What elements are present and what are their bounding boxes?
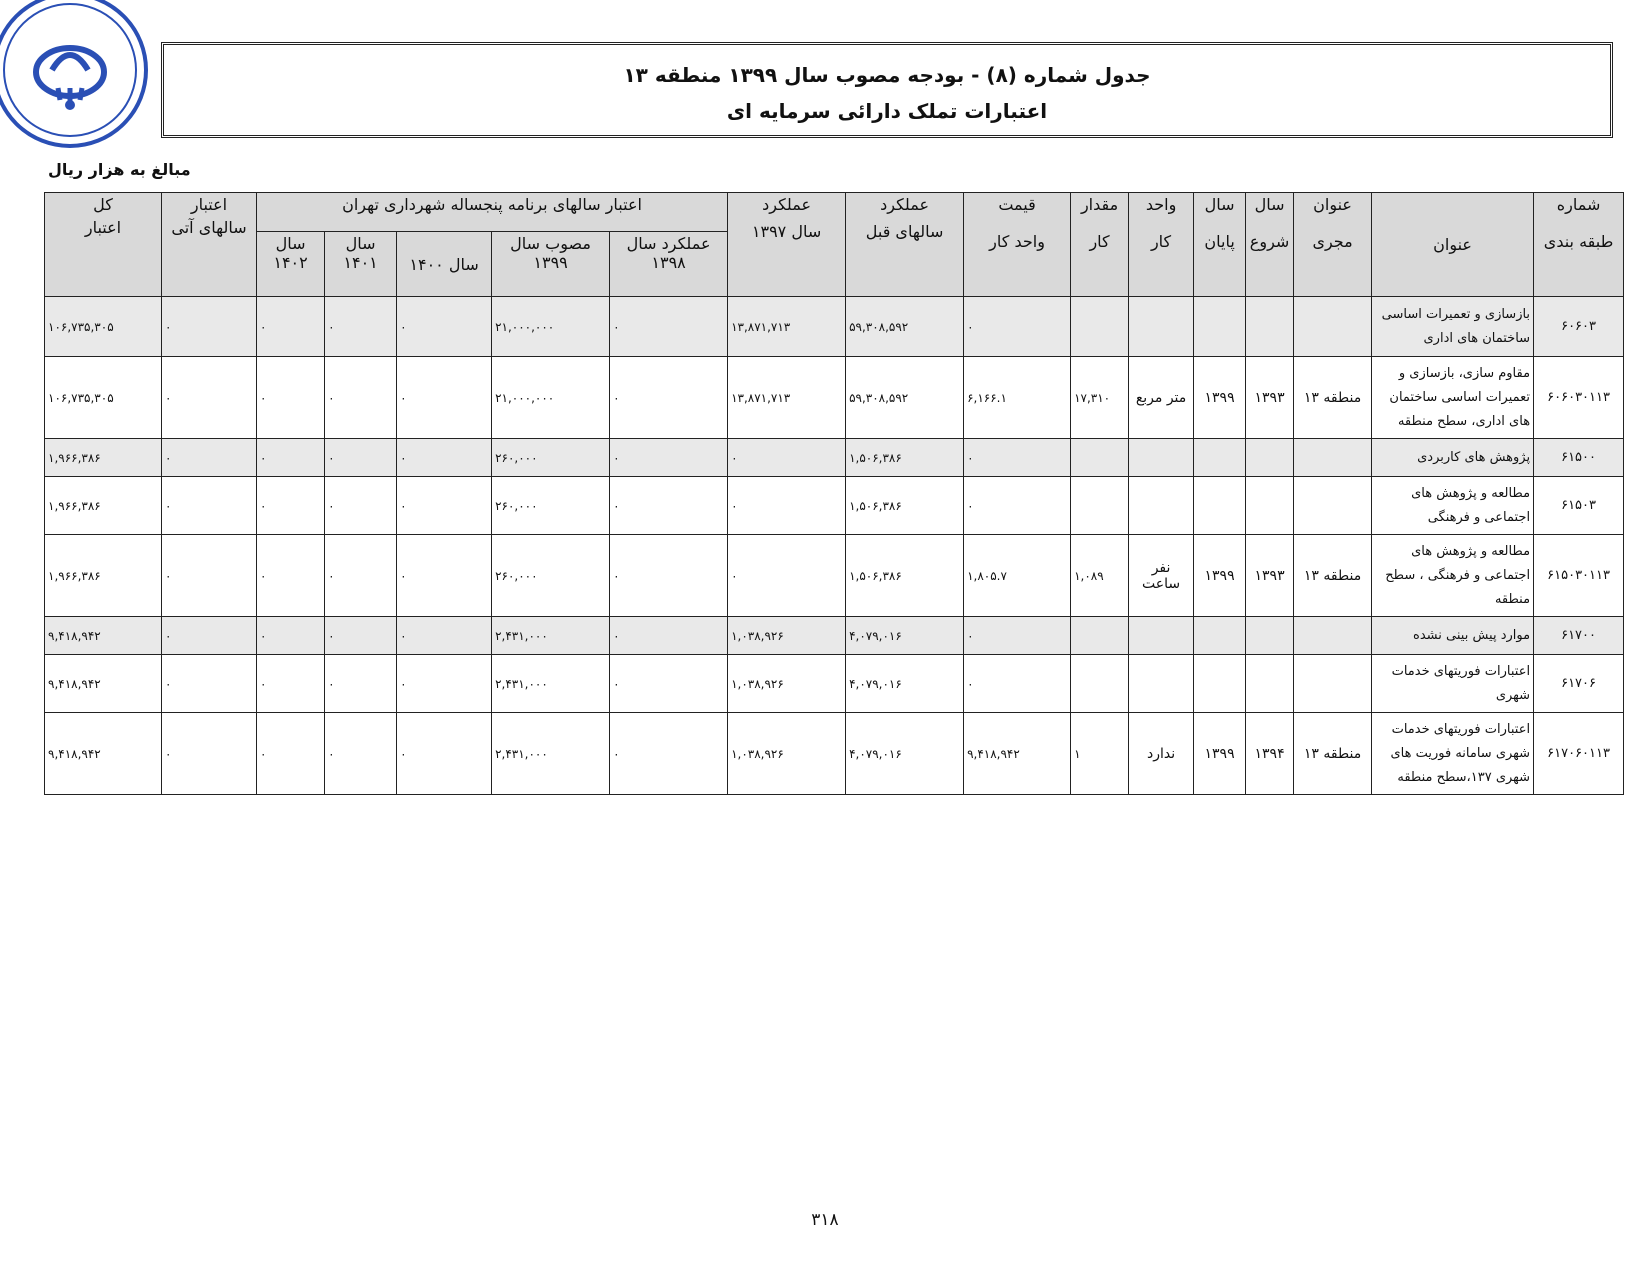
cell-unit xyxy=(1129,477,1194,535)
cell-qty xyxy=(1071,439,1129,477)
cell-prev: ۵۹,۳۰۸,۵۹۲ xyxy=(846,357,964,439)
cell-qty xyxy=(1071,477,1129,535)
cell-y1400: ۰ xyxy=(397,713,492,795)
cell-unit xyxy=(1129,655,1194,713)
cell-y1401: ۰ xyxy=(325,357,397,439)
cell-a1399: ۲۱,۰۰۰,۰۰۰ xyxy=(492,357,610,439)
cell-start: ۱۳۹۳ xyxy=(1246,357,1294,439)
cell-y1401: ۰ xyxy=(325,713,397,795)
cell-total: ۱۰۶,۷۳۵,۳۰۵ xyxy=(45,297,162,357)
cell-p1397: ۱,۰۳۸,۹۲۶ xyxy=(728,617,846,655)
cell-a1399: ۲۶۰,۰۰۰ xyxy=(492,477,610,535)
cell-start xyxy=(1246,655,1294,713)
cell-p1398: ۰ xyxy=(610,477,728,535)
cell-p1397: ۱۳,۸۷۱,۷۱۳ xyxy=(728,357,846,439)
cell-a1399: ۲۱,۰۰۰,۰۰۰ xyxy=(492,297,610,357)
cell-unit: متر مربع xyxy=(1129,357,1194,439)
table-row xyxy=(45,477,1624,535)
cell-executor xyxy=(1294,477,1372,535)
cell-future: ۰ xyxy=(162,655,257,713)
plan-group-header: اعتبار سالهای برنامه پنجساله شهرداری تهران xyxy=(257,193,728,232)
cell-y1400: ۰ xyxy=(397,297,492,357)
cell-price: ۶,۱۶۶.۱ xyxy=(964,357,1071,439)
cell-future: ۰ xyxy=(162,477,257,535)
cell-code: ۶۰۶۰۳۰۱۱۳ xyxy=(1534,357,1624,439)
cell-y1400: ۰ xyxy=(397,535,492,617)
cell-p1398: ۰ xyxy=(610,357,728,439)
cell-unit: ندارد xyxy=(1129,713,1194,795)
cell-unit xyxy=(1129,439,1194,477)
cell-y1402: ۰ xyxy=(257,713,325,795)
cell-prev: ۴,۰۷۹,۰۱۶ xyxy=(846,713,964,795)
cell-future: ۰ xyxy=(162,439,257,477)
cell-qty: ۱ xyxy=(1071,713,1129,795)
cell-qty: ۱۷,۳۱۰ xyxy=(1071,357,1129,439)
cell-future: ۰ xyxy=(162,617,257,655)
col-perf-1397-header: عملکرد سال ۱۳۹۷ xyxy=(728,193,846,297)
cell-y1402: ۰ xyxy=(257,439,325,477)
cell-total: ۹,۴۱۸,۹۴۲ xyxy=(45,655,162,713)
cell-executor xyxy=(1294,655,1372,713)
cell-y1400: ۰ xyxy=(397,477,492,535)
cell-end xyxy=(1194,655,1246,713)
cell-code: ۶۱۷۰۶ xyxy=(1534,655,1624,713)
cell-y1401: ۰ xyxy=(325,439,397,477)
cell-y1402: ۰ xyxy=(257,535,325,617)
cell-total: ۱,۹۶۶,۳۸۶ xyxy=(45,535,162,617)
cell-y1401: ۰ xyxy=(325,477,397,535)
cell-executor xyxy=(1294,439,1372,477)
col-end-year-header: سال پایان xyxy=(1194,193,1246,297)
cell-y1400: ۰ xyxy=(397,655,492,713)
cell-p1398: ۰ xyxy=(610,617,728,655)
table-row xyxy=(45,713,1624,795)
cell-title: پژوهش های کاربردی xyxy=(1372,439,1534,477)
cell-y1400: ۰ xyxy=(397,439,492,477)
cell-prev: ۱,۵۰۶,۳۸۶ xyxy=(846,535,964,617)
budget-table xyxy=(44,192,1624,795)
cell-y1400: ۰ xyxy=(397,617,492,655)
cell-price: ۹,۴۱۸,۹۴۲ xyxy=(964,713,1071,795)
cell-price: ۱,۸۰۵.۷ xyxy=(964,535,1071,617)
cell-end xyxy=(1194,439,1246,477)
col-executor-header: عنوان مجری xyxy=(1294,193,1372,297)
cell-price: ۰ xyxy=(964,297,1071,357)
cell-unit xyxy=(1129,617,1194,655)
cell-future: ۰ xyxy=(162,713,257,795)
cell-p1397: ۱,۰۳۸,۹۲۶ xyxy=(728,655,846,713)
cell-unit: نفر ساعت xyxy=(1129,535,1194,617)
col-code-header: شماره طبقه بندی xyxy=(1534,193,1624,297)
page-subtitle: اعتبارات تملک دارائی سرمایه ای xyxy=(726,99,1048,123)
cell-start xyxy=(1246,477,1294,535)
cell-title: اعتبارات فوریتهای خدمات شهری xyxy=(1372,655,1534,713)
cell-executor: منطقه ۱۳ xyxy=(1294,535,1372,617)
cell-prev: ۱,۵۰۶,۳۸۶ xyxy=(846,439,964,477)
cell-code: ۶۱۵۰۰ xyxy=(1534,439,1624,477)
cell-end: ۱۳۹۹ xyxy=(1194,357,1246,439)
cell-title: موارد پیش بینی نشده xyxy=(1372,617,1534,655)
cell-p1398: ۰ xyxy=(610,535,728,617)
cell-price: ۰ xyxy=(964,477,1071,535)
cell-start xyxy=(1246,617,1294,655)
cell-executor xyxy=(1294,617,1372,655)
col-unit-header: واحد کار xyxy=(1129,193,1194,297)
cell-y1402: ۰ xyxy=(257,297,325,357)
cell-total: ۱۰۶,۷۳۵,۳۰۵ xyxy=(45,357,162,439)
table-row xyxy=(45,439,1624,477)
col-quantity-header: مقدار کار xyxy=(1071,193,1129,297)
cell-title: مقاوم سازی، بازسازی و تعمیرات اساسی ساختمان های اداری، سطح منطقه xyxy=(1372,357,1534,439)
cell-end xyxy=(1194,297,1246,357)
cell-unit xyxy=(1129,297,1194,357)
col-prev-years-header: عملکرد سالهای قبل xyxy=(846,193,964,297)
cell-title: اعتبارات فوریتهای خدمات شهری سامانه فوریت های شهری ۱۳۷،سطح منطقه xyxy=(1372,713,1534,795)
cell-prev: ۴,۰۷۹,۰۱۶ xyxy=(846,655,964,713)
cell-future: ۰ xyxy=(162,357,257,439)
cell-a1399: ۲۶۰,۰۰۰ xyxy=(492,535,610,617)
cell-p1397: ۰ xyxy=(728,535,846,617)
cell-p1397: ۱,۰۳۸,۹۲۶ xyxy=(728,713,846,795)
page-title: جدول شماره (۸) - بودجه مصوب سال ۱۳۹۹ منطقه ۱۳ xyxy=(623,63,1151,87)
cell-qty xyxy=(1071,297,1129,357)
cell-p1398: ۰ xyxy=(610,713,728,795)
cell-start: ۱۳۹۳ xyxy=(1246,535,1294,617)
title-box xyxy=(161,42,1613,138)
cell-y1401: ۰ xyxy=(325,655,397,713)
cell-y1402: ۰ xyxy=(257,655,325,713)
col-1400-header: سال ۱۴۰۰ xyxy=(397,232,492,297)
table-row xyxy=(45,297,1624,357)
cell-code: ۶۰۶۰۳ xyxy=(1534,297,1624,357)
col-approved-1399-header: مصوب سال ۱۳۹۹ xyxy=(492,232,610,297)
cell-start: ۱۳۹۴ xyxy=(1246,713,1294,795)
cell-total: ۱,۹۶۶,۳۸۶ xyxy=(45,439,162,477)
cell-qty xyxy=(1071,617,1129,655)
cell-start xyxy=(1246,297,1294,357)
page-number: ۳۱۸ xyxy=(811,1210,839,1230)
cell-code: ۶۱۵۰۳ xyxy=(1534,477,1624,535)
table-row xyxy=(45,617,1624,655)
cell-start xyxy=(1246,439,1294,477)
cell-future: ۰ xyxy=(162,297,257,357)
cell-title: بازسازی و تعمیرات اساسی ساختمان های اداری xyxy=(1372,297,1534,357)
cell-price: ۰ xyxy=(964,617,1071,655)
col-unit-price-header: قیمت واحد کار xyxy=(964,193,1071,297)
cell-qty: ۱,۰۸۹ xyxy=(1071,535,1129,617)
cell-total: ۹,۴۱۸,۹۴۲ xyxy=(45,713,162,795)
cell-end: ۱۳۹۹ xyxy=(1194,535,1246,617)
col-start-year-header: سال شروع xyxy=(1246,193,1294,297)
cell-end: ۱۳۹۹ xyxy=(1194,713,1246,795)
col-perf-1398-header: عملکرد سال ۱۳۹۸ xyxy=(610,232,728,297)
cell-qty xyxy=(1071,655,1129,713)
cell-p1397: ۰ xyxy=(728,477,846,535)
cell-price: ۰ xyxy=(964,439,1071,477)
cell-code: ۶۱۷۰۰ xyxy=(1534,617,1624,655)
cell-y1401: ۰ xyxy=(325,535,397,617)
cell-y1401: ۰ xyxy=(325,297,397,357)
cell-prev: ۱,۵۰۶,۳۸۶ xyxy=(846,477,964,535)
cell-p1398: ۰ xyxy=(610,439,728,477)
cell-price: ۰ xyxy=(964,655,1071,713)
col-future-header: اعتبار سالهای آتی xyxy=(162,193,257,297)
cell-end xyxy=(1194,477,1246,535)
cell-p1397: ۱۳,۸۷۱,۷۱۳ xyxy=(728,297,846,357)
unit-note: مبالغ به هزار ریال xyxy=(48,160,191,179)
cell-a1399: ۲,۴۳۱,۰۰۰ xyxy=(492,655,610,713)
cell-p1397: ۰ xyxy=(728,439,846,477)
cell-title: مطالعه و پژوهش های اجتماعی و فرهنگی ، سطح منطقه xyxy=(1372,535,1534,617)
cell-y1401: ۰ xyxy=(325,617,397,655)
col-title-header: عنوان xyxy=(1372,193,1534,297)
col-1402-header: سال ۱۴۰۲ xyxy=(257,232,325,297)
cell-future: ۰ xyxy=(162,535,257,617)
table-row xyxy=(45,655,1624,713)
cell-executor: منطقه ۱۳ xyxy=(1294,713,1372,795)
city-council-seal xyxy=(0,0,158,158)
cell-code: ۶۱۷۰۶۰۱۱۳ xyxy=(1534,713,1624,795)
cell-a1399: ۲,۴۳۱,۰۰۰ xyxy=(492,713,610,795)
cell-prev: ۵۹,۳۰۸,۵۹۲ xyxy=(846,297,964,357)
col-total-header: کل اعتبار xyxy=(45,193,162,297)
cell-p1398: ۰ xyxy=(610,655,728,713)
table-row xyxy=(45,535,1624,617)
cell-prev: ۴,۰۷۹,۰۱۶ xyxy=(846,617,964,655)
cell-y1402: ۰ xyxy=(257,617,325,655)
cell-end xyxy=(1194,617,1246,655)
cell-p1398: ۰ xyxy=(610,297,728,357)
cell-total: ۹,۴۱۸,۹۴۲ xyxy=(45,617,162,655)
cell-y1400: ۰ xyxy=(397,357,492,439)
cell-code: ۶۱۵۰۳۰۱۱۳ xyxy=(1534,535,1624,617)
cell-y1402: ۰ xyxy=(257,477,325,535)
col-1401-header: سال ۱۴۰۱ xyxy=(325,232,397,297)
table-row xyxy=(45,357,1624,439)
cell-a1399: ۲۶۰,۰۰۰ xyxy=(492,439,610,477)
cell-y1402: ۰ xyxy=(257,357,325,439)
cell-total: ۱,۹۶۶,۳۸۶ xyxy=(45,477,162,535)
cell-executor xyxy=(1294,297,1372,357)
cell-a1399: ۲,۴۳۱,۰۰۰ xyxy=(492,617,610,655)
cell-executor: منطقه ۱۳ xyxy=(1294,357,1372,439)
cell-title: مطالعه و پژوهش های اجتماعی و فرهنگی xyxy=(1372,477,1534,535)
